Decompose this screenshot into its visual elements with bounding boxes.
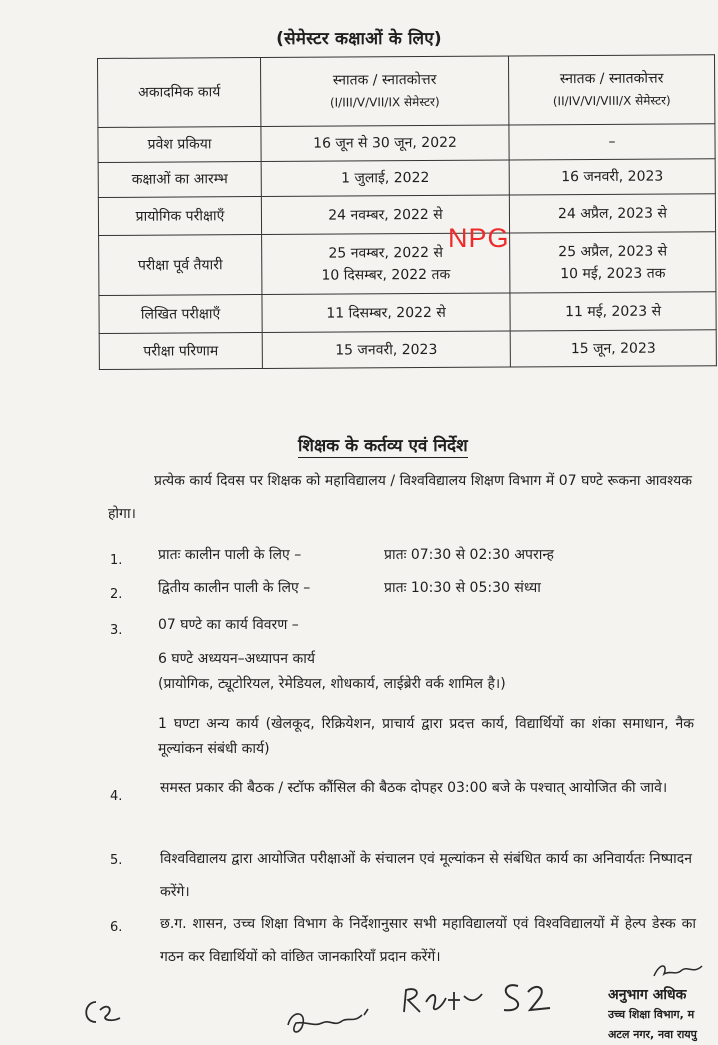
cell-even: 15 जून, 2023 (510, 330, 716, 367)
cell-even: 16 जनवरी, 2023 (509, 159, 715, 195)
work-details-label: 07 घण्टे का कार्य विवरण – (158, 617, 299, 633)
cell-even-line2: 10 मई, 2023 तक (560, 265, 666, 282)
table-row (99, 232, 716, 296)
cell-activity: लिखित परीक्षाएँ (99, 294, 262, 333)
header-even-semester (508, 55, 714, 125)
signature-s2 (496, 978, 556, 1018)
work-teaching-title: 6 घण्टे अध्ययन–अध्यापन कार्य (158, 651, 315, 667)
intro-paragraph (108, 465, 692, 531)
cell-activity: कक्षाओं का आरम्भ (98, 161, 261, 197)
cell-even-line1: 25 अप्रैल, 2023 से (558, 243, 668, 260)
cell-odd: 24 नवम्बर, 2022 से (261, 195, 509, 235)
work-teaching-detail: (प्रायोगिक, ट्यूटोरियल, रेमेडियल, शोधकार्य, लाईब्रेरी वर्क शामिल है।) (158, 676, 506, 692)
cell-activity: प्रवेश प्रकिया (98, 126, 261, 162)
cell-odd-line2: 10 दिसम्बर, 2022 तक (321, 266, 451, 284)
cell-odd: 1 जुलाई, 2022 (261, 160, 509, 197)
cell-odd: 11 दिसम्बर, 2022 से (262, 293, 510, 333)
item-number: 6. (110, 920, 123, 935)
item-number: 2. (110, 587, 123, 602)
intro-text: प्रत्येक कार्य दिवस पर शिक्षक को महाविद्यालय / विश्वविद्यालय शिक्षण विभाग में 07 घण्टे रूकना आवश्यक होगा। (108, 473, 692, 522)
shift-morning-time: प्रातः 07:30 से 02:30 अपरान्ह (384, 547, 554, 563)
cell-activity: परीक्षा पूर्व तैयारी (99, 234, 262, 295)
table-row (98, 194, 715, 236)
npg-watermark: NPG (448, 223, 510, 253)
table-header-row (98, 55, 715, 128)
work-other-block: 1 घण्टा अन्य कार्य (खेलकूद, रिक्रियेशन, प्राचार्य द्वारा प्रदत्त कार्य, विद्यार्थियों का शंका समाधान, नैक मूल्यांकन संबंधी कार्य) (158, 716, 694, 757)
table-row (98, 159, 715, 198)
document-subtitle: (सेमेस्टर कक्षाओं के लिए) (276, 29, 442, 49)
header-activity (98, 58, 261, 128)
header-activity-label: अकादमिक कार्य (138, 84, 221, 101)
item-number: 3. (110, 623, 123, 638)
shift-second-label: द्वितीय कालीन पाली के लिए – (158, 580, 311, 596)
table-row (99, 330, 716, 370)
header-even-main: स्नातक / स्नातकोत्तर (559, 70, 664, 88)
cell-even (510, 232, 716, 293)
signature-rf (398, 982, 488, 1020)
table-row (99, 292, 716, 334)
cell-odd: 16 जून से 30 जून, 2022 (261, 125, 509, 162)
instruction-helpdesk: छ.ग. शासन, उच्च शिक्षा विभाग के निर्देशानुसार सभी महाविद्यालयों एवं विश्वविद्यालयों में हेल्प डेस्क का गठन कर विद्यार्थियों को वांछित जानकारियाँ प्रदान करेंगें। (160, 916, 696, 965)
header-odd-sub: (I/III/V/VII/IX सेमेस्टर) (329, 94, 440, 110)
signature-center (282, 1005, 382, 1040)
header-odd-main: स्नातक / स्नातकोत्तर (332, 71, 437, 89)
academic-calendar-table (97, 54, 717, 370)
instruction-meetings: समस्त प्रकार की बैठक / स्टॉफ कौंसिल की बैठक दोपहर 03:00 बजे के पश्चात् आयोजित की जावे। (160, 780, 668, 796)
cell-odd-line1: 25 नवम्बर, 2022 से (328, 244, 444, 262)
cell-even: 24 अप्रैल, 2023 से (509, 194, 715, 233)
cell-odd: 15 जनवरी, 2023 (262, 331, 510, 369)
officer-designation-block (608, 985, 718, 1045)
item-number: 1. (110, 553, 123, 568)
department-name: उच्च शिक्षा विभाग, म (608, 1008, 695, 1021)
header-odd-semester (261, 56, 509, 127)
department-address: अटल नगर, नवा रायपु (608, 1028, 697, 1041)
signature-top-right (650, 960, 710, 982)
signature-initials-left (78, 992, 128, 1032)
item-number: 4. (110, 789, 123, 804)
table-row (98, 124, 715, 163)
header-even-sub: (II/IV/VI/VIII/X सेमेस्टर) (552, 93, 671, 109)
cell-even: 11 मई, 2023 से (510, 292, 716, 331)
work-teaching-block (158, 647, 678, 697)
shift-morning-label: प्रातः कालीन पाली के लिए – (158, 547, 302, 563)
instruction-exams: विश्वविद्यालय द्वारा आयोजित परीक्षाओं के संचालन एवं मूल्यांकन से संबंधित कार्य का अनिवार्यतः निष्पादन करेंगे। (160, 851, 692, 900)
shift-second-time: प्रातः 10:30 से 05:30 संध्या (384, 580, 541, 596)
section-heading: शिक्षक के कर्तव्य एवं निर्देश (298, 433, 468, 458)
officer-designation: अनुभाग अधिक (608, 987, 687, 1003)
cell-even: – (509, 124, 715, 160)
item-number: 5. (110, 853, 123, 868)
cell-activity: प्रायोगिक परीक्षाएँ (98, 196, 261, 235)
cell-activity: परीक्षा परिणाम (99, 332, 262, 369)
